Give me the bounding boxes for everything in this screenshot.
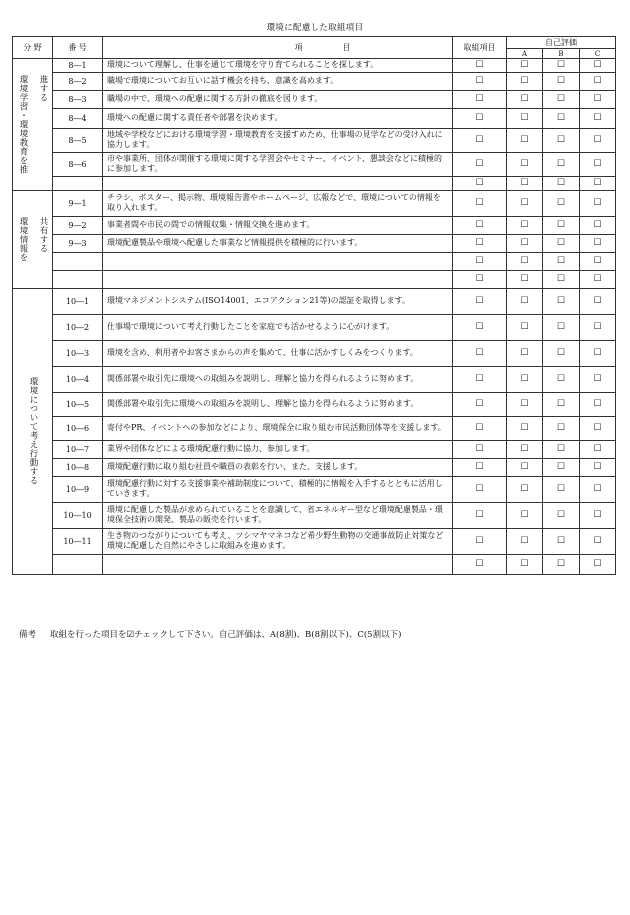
grade-b-checkbox[interactable]: ☐ (543, 252, 580, 270)
grade-a-checkbox[interactable]: ☐ (507, 366, 543, 392)
done-checkbox[interactable]: ☐ (453, 108, 507, 128)
blank-row (13, 252, 616, 270)
grade-c-checkbox[interactable]: ☐ (580, 416, 616, 440)
grade-c-checkbox[interactable]: ☐ (580, 288, 616, 314)
table-row (13, 502, 616, 528)
table-row (13, 366, 616, 392)
grade-c-checkbox[interactable]: ☐ (580, 340, 616, 366)
grade-c-checkbox[interactable]: ☐ (580, 72, 616, 90)
header-field: 分 野 (13, 37, 53, 59)
checklist-body (13, 59, 616, 575)
grade-a-checkbox[interactable]: ☐ (507, 108, 543, 128)
item-text: 環境配慮行動に対する支援事業や補助制度について、積極的に情報を入手するとともに活用していきます。 (103, 476, 453, 502)
grade-b-checkbox[interactable]: ☐ (543, 234, 580, 252)
table-row (13, 72, 616, 90)
remarks-text: 取組を行った項目を☑チェックして下さい。自己評価は、A(8割)、B(8割以下)、C(5割以下) (50, 630, 402, 640)
grade-b-checkbox[interactable]: ☐ (543, 440, 580, 458)
field-label-col1: 進する (38, 74, 48, 102)
table-row (13, 90, 616, 108)
grade-a-checkbox[interactable]: ☐ (507, 128, 543, 152)
grade-c-checkbox[interactable]: ☐ (580, 366, 616, 392)
done-checkbox[interactable]: ☐ (453, 528, 507, 554)
field-label-col1: 共有する (38, 216, 48, 253)
item-text (103, 176, 453, 190)
header-done: 取組項目 (453, 37, 507, 59)
grade-a-checkbox[interactable]: ☐ (507, 234, 543, 252)
item-text: 生き物のつながりについても考え、ツシマヤマネコなど希少野生動物の交通事故防止対策など環境に配慮した自然にやさしに取組みを進めます。 (103, 528, 453, 554)
remarks (19, 628, 401, 640)
grade-a-checkbox[interactable]: ☐ (507, 90, 543, 108)
table-row (13, 340, 616, 366)
grade-b-checkbox[interactable]: ☐ (543, 502, 580, 528)
done-checkbox[interactable]: ☐ (453, 190, 507, 216)
item-text: 関係部署や取引先に環境への取組みを説明し、理解と協力を得られるように努めます。 (103, 366, 453, 392)
header-grade-a: A (507, 49, 543, 59)
item-number: 9―3 (53, 234, 103, 252)
table-row (13, 152, 616, 176)
item-number: 8―5 (53, 128, 103, 152)
grade-a-checkbox[interactable]: ☐ (507, 416, 543, 440)
grade-a-checkbox[interactable]: ☐ (507, 72, 543, 90)
grade-b-checkbox[interactable]: ☐ (543, 176, 580, 190)
item-text: 職場の中で、環境への配慮に関する方針の徹底を図ります。 (103, 90, 453, 108)
item-text: 市や事業所、団体が開催する環境に関する学習会やセミナー、イベント、懇談会などに積極的に参加します。 (103, 152, 453, 176)
grade-b-checkbox[interactable]: ☐ (543, 59, 580, 73)
grade-c-checkbox[interactable]: ☐ (580, 152, 616, 176)
item-number: 8―4 (53, 108, 103, 128)
done-checkbox[interactable]: ☐ (453, 152, 507, 176)
remarks-label: 備考 (19, 630, 37, 640)
done-checkbox[interactable]: ☐ (453, 90, 507, 108)
header-number: 番 号 (53, 37, 103, 59)
grade-a-checkbox[interactable]: ☐ (507, 176, 543, 190)
item-text: 寄付やPR、イベントへの参加などにより、環境保全に取り組む市民活動団体等を支援します。 (103, 416, 453, 440)
grade-c-checkbox[interactable]: ☐ (580, 440, 616, 458)
done-checkbox[interactable]: ☐ (453, 288, 507, 314)
header-item-right: 目 (342, 43, 351, 52)
grade-a-checkbox[interactable]: ☐ (507, 554, 543, 574)
grade-b-checkbox[interactable]: ☐ (543, 340, 580, 366)
table-row (13, 392, 616, 416)
table-row (13, 476, 616, 502)
item-number: 10―10 (53, 502, 103, 528)
grade-b-checkbox[interactable]: ☐ (543, 416, 580, 440)
form-title: 環境に配慮した取組項目 (266, 23, 364, 33)
item-text: 環境に配慮した製品が求められていることを意識して、省エネルギー型など環境配慮製品・環境保全技術の開発、製品の販売を行います。 (103, 502, 453, 528)
done-checkbox[interactable]: ☐ (453, 314, 507, 340)
item-number: 10―6 (53, 416, 103, 440)
table-row (13, 528, 616, 554)
grade-a-checkbox[interactable]: ☐ (507, 59, 543, 73)
field-cell (13, 288, 53, 574)
table-row (13, 458, 616, 476)
done-checkbox[interactable]: ☐ (453, 270, 507, 288)
done-checkbox[interactable]: ☐ (453, 440, 507, 458)
grade-b-checkbox[interactable]: ☐ (543, 366, 580, 392)
grade-b-checkbox[interactable]: ☐ (543, 216, 580, 234)
grade-b-checkbox[interactable]: ☐ (543, 72, 580, 90)
grade-a-checkbox[interactable]: ☐ (507, 190, 543, 216)
grade-a-checkbox[interactable]: ☐ (507, 340, 543, 366)
blank-row (13, 554, 616, 574)
grade-c-checkbox[interactable]: ☐ (580, 314, 616, 340)
grade-b-checkbox[interactable]: ☐ (543, 554, 580, 574)
header-self-eval: 自己評価 (507, 37, 616, 49)
field-cell (13, 190, 53, 288)
item-number (53, 270, 103, 288)
grade-a-checkbox[interactable]: ☐ (507, 216, 543, 234)
item-number: 8―1 (53, 59, 103, 73)
done-checkbox[interactable]: ☐ (453, 128, 507, 152)
grade-a-checkbox[interactable]: ☐ (507, 270, 543, 288)
field-cell (13, 59, 53, 191)
item-text (103, 252, 453, 270)
grade-b-checkbox[interactable]: ☐ (543, 528, 580, 554)
done-checkbox[interactable]: ☐ (453, 366, 507, 392)
item-number: 10―7 (53, 440, 103, 458)
grade-a-checkbox[interactable]: ☐ (507, 476, 543, 502)
grade-c-checkbox[interactable]: ☐ (580, 128, 616, 152)
grade-c-checkbox[interactable]: ☐ (580, 216, 616, 234)
grade-a-checkbox[interactable]: ☐ (507, 502, 543, 528)
grade-a-checkbox[interactable]: ☐ (507, 314, 543, 340)
grade-c-checkbox[interactable]: ☐ (580, 554, 616, 574)
done-checkbox[interactable]: ☐ (453, 234, 507, 252)
blank-row (13, 176, 616, 190)
grade-b-checkbox[interactable]: ☐ (543, 288, 580, 314)
item-text: 環境への配慮に関する責任者や部署を決めます。 (103, 108, 453, 128)
done-checkbox[interactable]: ☐ (453, 176, 507, 190)
item-text (103, 554, 453, 574)
done-checkbox[interactable]: ☐ (453, 72, 507, 90)
grade-b-checkbox[interactable]: ☐ (543, 270, 580, 288)
item-number: 8―3 (53, 90, 103, 108)
grade-a-checkbox[interactable]: ☐ (507, 152, 543, 176)
field-label-col2: 環境について考え行動する (28, 377, 38, 485)
item-text: 関係部署や取引先に環境への取組みを説明し、理解と協力を得られるように努めます。 (103, 392, 453, 416)
item-number: 8―6 (53, 152, 103, 176)
environmental-checklist-table (12, 36, 616, 575)
item-text: 環境配慮行動に取り組む社員や職員の表彰を行い、また、支援します。 (103, 458, 453, 476)
done-checkbox[interactable]: ☐ (453, 458, 507, 476)
item-text: 環境を含め、利用者やお客さまからの声を集めて、仕事に活かすしくみをつくります。 (103, 340, 453, 366)
grade-b-checkbox[interactable]: ☐ (543, 314, 580, 340)
table-row (13, 190, 616, 216)
item-number: 10―2 (53, 314, 103, 340)
grade-c-checkbox[interactable]: ☐ (580, 59, 616, 73)
grade-b-checkbox[interactable]: ☐ (543, 458, 580, 476)
table-row (13, 314, 616, 340)
table-row (13, 234, 616, 252)
table-row (13, 108, 616, 128)
grade-c-checkbox[interactable]: ☐ (580, 270, 616, 288)
grade-b-checkbox[interactable]: ☐ (543, 476, 580, 502)
grade-c-checkbox[interactable]: ☐ (580, 392, 616, 416)
item-text (103, 270, 453, 288)
grade-c-checkbox[interactable]: ☐ (580, 458, 616, 476)
grade-b-checkbox[interactable]: ☐ (543, 392, 580, 416)
item-number: 10―9 (53, 476, 103, 502)
done-checkbox[interactable]: ☐ (453, 216, 507, 234)
item-number: 10―8 (53, 458, 103, 476)
item-text: 仕事場で環境について考え行動したことを家庭でも活かせるように心がけます。 (103, 314, 453, 340)
grade-c-checkbox[interactable]: ☐ (580, 502, 616, 528)
item-text: 事業者間や市民の間での情報収集・情報交換を進めます。 (103, 216, 453, 234)
item-number (53, 554, 103, 574)
item-text: 職場で環境についてお互いに話す機会を持ち、意識を高めます。 (103, 72, 453, 90)
item-number: 9―1 (53, 190, 103, 216)
done-checkbox[interactable]: ☐ (453, 476, 507, 502)
table-row (13, 128, 616, 152)
item-number (53, 252, 103, 270)
grade-a-checkbox[interactable]: ☐ (507, 458, 543, 476)
item-text: 環境について理解し、仕事を通じて環境を守り育てられることを探します。 (103, 59, 453, 73)
grade-b-checkbox[interactable]: ☐ (543, 90, 580, 108)
grade-a-checkbox[interactable]: ☐ (507, 392, 543, 416)
grade-c-checkbox[interactable]: ☐ (580, 234, 616, 252)
grade-a-checkbox[interactable]: ☐ (507, 252, 543, 270)
header-grade-c: C (580, 49, 616, 59)
item-number: 10―4 (53, 366, 103, 392)
done-checkbox[interactable]: ☐ (453, 502, 507, 528)
item-text: 環境マネジメントシステム(ISO14001、エコアクション21等)の認証を取得します。 (103, 288, 453, 314)
field-label-col2: 環境学習・環境教育を推 (18, 74, 28, 174)
item-number (53, 176, 103, 190)
item-number: 9―2 (53, 216, 103, 234)
item-number: 10―3 (53, 340, 103, 366)
header-item (103, 37, 453, 59)
item-text: 地域や学校などにおける環境学習・環境教育を支援すめため、仕事場の見学などの受け入れに協力します。 (103, 128, 453, 152)
done-checkbox[interactable]: ☐ (453, 59, 507, 73)
grade-c-checkbox[interactable]: ☐ (580, 252, 616, 270)
done-checkbox[interactable]: ☐ (453, 416, 507, 440)
grade-b-checkbox[interactable]: ☐ (543, 128, 580, 152)
header-item-left: 項 (294, 43, 303, 52)
table-row (13, 440, 616, 458)
grade-c-checkbox[interactable]: ☐ (580, 90, 616, 108)
header-grade-b: B (543, 49, 580, 59)
item-number: 10―1 (53, 288, 103, 314)
blank-row (13, 270, 616, 288)
item-text: チラシ、ポスター、掲示物、環境報告書やホームページ、広報などで、環境についての情報を取り入れます。 (103, 190, 453, 216)
item-number: 8―2 (53, 72, 103, 90)
done-checkbox[interactable]: ☐ (453, 392, 507, 416)
grade-c-checkbox[interactable]: ☐ (580, 108, 616, 128)
grade-c-checkbox[interactable]: ☐ (580, 190, 616, 216)
item-text: 業界や団体などによる環境配慮行動に協力、参加します。 (103, 440, 453, 458)
grade-a-checkbox[interactable]: ☐ (507, 440, 543, 458)
grade-c-checkbox[interactable]: ☐ (580, 176, 616, 190)
grade-b-checkbox[interactable]: ☐ (543, 108, 580, 128)
item-number: 10―11 (53, 528, 103, 554)
grade-b-checkbox[interactable]: ☐ (543, 152, 580, 176)
grade-c-checkbox[interactable]: ☐ (580, 476, 616, 502)
done-checkbox[interactable]: ☐ (453, 554, 507, 574)
grade-c-checkbox[interactable]: ☐ (580, 528, 616, 554)
table-row (13, 59, 616, 73)
grade-b-checkbox[interactable]: ☐ (543, 190, 580, 216)
field-label-col2: 環境情報を (18, 216, 28, 262)
done-checkbox[interactable]: ☐ (453, 252, 507, 270)
item-text: 環境配慮製品や環境へ配慮した事業など情報提供を積極的に行います。 (103, 234, 453, 252)
table-row (13, 416, 616, 440)
done-checkbox[interactable]: ☐ (453, 340, 507, 366)
item-number: 10―5 (53, 392, 103, 416)
table-row (13, 288, 616, 314)
grade-a-checkbox[interactable]: ☐ (507, 288, 543, 314)
grade-a-checkbox[interactable]: ☐ (507, 528, 543, 554)
table-row (13, 216, 616, 234)
